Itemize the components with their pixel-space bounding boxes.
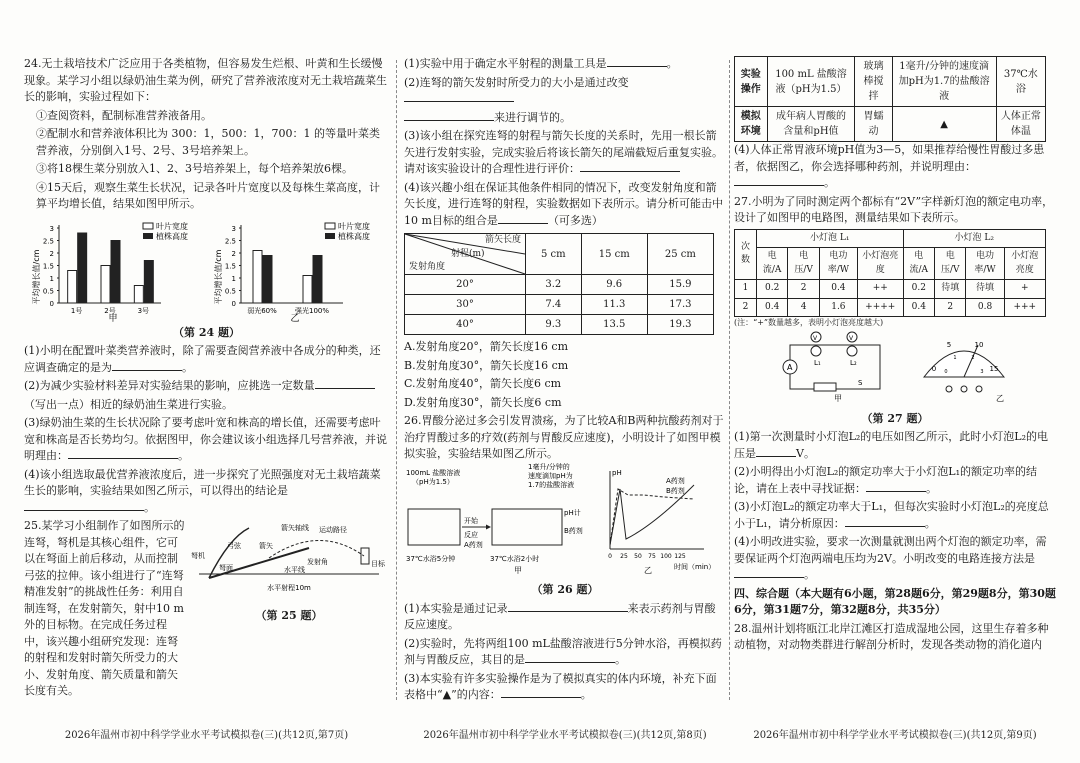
svg-text:V: V: [849, 335, 854, 342]
q24-part-2: (2)为减少实验材料差异对实验结果的影响，应挑选一定数量: [24, 378, 389, 395]
fig25-label-h: 弩面: [219, 564, 233, 572]
choice-b: B.发射角度30°，箭矢长度16 cm: [404, 358, 569, 372]
beaker-1: [408, 509, 460, 545]
legend-swatch-height: [325, 233, 335, 239]
svg-text:V: V: [813, 335, 818, 342]
column-3: [734, 56, 1056, 656]
legend-height: 植株高度: [338, 231, 371, 241]
fig25-label-b: 箭矢: [259, 542, 273, 550]
table-row: 30° 7.4 11.3 17.3: [405, 295, 714, 315]
footer-page-8: 2026年温州市初中科学学业水平考试模拟卷(三)(共12页,第8页): [423, 730, 707, 741]
target-box: [361, 548, 369, 564]
legend-width: 叶片宽度: [155, 221, 188, 231]
svg-text:100mL 盐酸溶液: 100mL 盐酸溶液: [406, 468, 461, 477]
legend-swatch-width: [143, 223, 153, 229]
table-26: [734, 56, 1046, 142]
q27-part-2: (2)小明得出小灯泡L₂的额定功率大于小灯泡L₁的额定功率的结论，请在上表中寻找证据： 。: [734, 465, 1038, 495]
svg-text:B药剂: B药剂: [666, 486, 685, 495]
q27-part-3: (3)小灯泡L₂的额定功率大于L₁，但每次实验时小灯泡L₂的亮度总小于L₁，请分析原因： 。: [734, 500, 1049, 530]
svg-text:pH: pH: [612, 468, 622, 477]
column-2: [404, 56, 726, 706]
svg-text:1毫升/分钟的: 1毫升/分钟的: [528, 462, 570, 471]
y-tick-label: 2.5: [225, 237, 237, 245]
x-tick-label: 25: [620, 552, 628, 560]
svg-text:37℃水浴5分钟: 37℃水浴5分钟: [406, 554, 456, 563]
column-divider: [396, 60, 397, 700]
svg-text:甲: 甲: [834, 394, 842, 403]
bar: [303, 275, 312, 303]
q24-part-4: (4)该小组选取最优营养液浓度后，进一步探究了光照强度对无土栽培蔬菜生长的影响，实验结果如图乙所示，可以得出的结论是。: [24, 467, 381, 514]
y-tick-label: 1: [231, 274, 237, 283]
y-tick-label: 1.5: [42, 262, 54, 270]
x-tick-label: 1号: [70, 306, 83, 315]
svg-text:1.7的盐酸溶液: 1.7的盐酸溶液: [528, 480, 575, 489]
bar: [111, 240, 120, 303]
svg-text:开始: 开始: [464, 516, 478, 525]
bar: [101, 265, 110, 303]
x-tick-label: 75: [648, 552, 656, 560]
table-row: 2 0.4 4 1.6 ++++ 0.4 2 0.8 +++: [735, 298, 1046, 317]
dial-sub-label: 3: [980, 369, 984, 375]
x-tick-label: 强光100%: [295, 306, 330, 315]
dial-sub-label: 0: [944, 369, 948, 375]
table-row: 实验操作 100 mL 盐酸溶液（pH为1.5） 玻璃棒搅拌 1毫升/分钟的速度滴加pH为1.7的盐酸溶液 37℃水浴: [735, 57, 1046, 107]
fig25-label-f: 弩机: [191, 552, 205, 560]
x-tick-label: 0: [608, 552, 612, 560]
fig25-label-d: 发射角: [307, 558, 328, 566]
bar: [263, 255, 272, 303]
footer-page-9: 2026年温州市初中科学学业水平考试模拟卷(三)(共12页,第9页): [753, 730, 1037, 741]
y-tick-label: 2: [49, 249, 54, 258]
fig25-label-e: 目标: [371, 560, 385, 568]
footer-page-7: 2026年温州市初中科学学业水平考试模拟卷(三)(共12页,第7页): [64, 730, 349, 741]
column-divider: [729, 60, 730, 700]
fig25-label-a: 箭矢轴线: [281, 524, 309, 532]
legend-swatch-height: [143, 233, 153, 239]
fig25-caption: （第 25 题）: [255, 608, 323, 622]
fig25-label-i: 水平线: [284, 566, 305, 574]
svg-text:甲: 甲: [514, 565, 522, 575]
y-tick-label: 3: [231, 224, 237, 233]
q26-part-2: (2)实验时，先将两组100 mL盐酸溶液进行5分钟水浴，再模拟药剂与胃酸反应，其目的是 。: [404, 636, 722, 666]
y-tick-label: 2: [231, 249, 237, 258]
q26-intro: 26.胃酸分泌过多会引发胃溃疡，为了比较A和B两种抗酸药剂对于治疗胃酸过多的疗效(药剂与胃酸反应速度)，小明设计了如图甲模拟实验，实验结果如图乙所示。: [404, 414, 724, 460]
choice-a: A.发射角度20°，箭矢长度16 cm: [404, 340, 569, 353]
fig25-label-c: 运动路径: [319, 526, 347, 534]
svg-text:A: A: [787, 363, 793, 372]
q25-part-3: (3)该小组在探究连弩的射程与箭矢长度的关系时，先用一根长箭矢进行发射实验，完成实验后将该长箭矢的尾端截短后重复实验。请对该实验设计的合理性进行评价：: [404, 129, 723, 175]
chart-yi-ylabel: 平均增长值/cm: [214, 249, 224, 304]
q27-intro: 27.小明为了同时测定两个都标有“2V”字样新灯泡的额定电功率，设计了如图甲的电路图，测量结果如下表所示。: [734, 194, 1054, 224]
svg-text:L₂: L₂: [850, 359, 857, 367]
q25-part-2b: 来进行调节的。: [404, 110, 726, 127]
fig26-caption: （第 26 题）: [531, 583, 599, 596]
choice-d: D.发射角度30°，箭矢长度6 cm: [404, 395, 562, 409]
q26-part-1: (1)本实验是通过记录 来表示药剂与胃酸反应速度。: [404, 601, 716, 631]
table-row: 40° 9.3 13.5 19.3: [405, 315, 714, 335]
fig27: [734, 331, 1056, 403]
table-row: 20° 3.2 9.6 15.9: [405, 275, 714, 295]
svg-text:S: S: [858, 379, 863, 387]
svg-text:速度滴加pH为: 速度滴加pH为: [528, 471, 573, 480]
q25-intro: 25.某学习小组制作了如图所示的连弩，弩机是其核心组件，它可以在弩面上前后移动，从而控制弓弦的拉伸。该小组进行了“连弩精准发射”的挑战性任务：利用自制连弩，在发射箭矢，射中10 m外的目标物。在完成任务过程中，该兴趣小组研究发现：连弩的射程和发射时箭矢所受力的大小、发射角度、箭矢质量和箭矢长度有关。: [24, 519, 185, 697]
x-tick-label: 3号: [137, 306, 149, 315]
svg-text:A药剂: A药剂: [666, 476, 685, 485]
y-tick-label: 0: [49, 299, 54, 308]
bar: [253, 250, 262, 303]
note-27: (注：“+”数量越多，表明小灯泡亮度越大): [734, 318, 884, 327]
q24-step-1: ①查阅资料，配制标准营养液备用。: [36, 108, 212, 122]
dial-label: 5: [946, 340, 952, 349]
table-25-col: 5 cm: [526, 234, 582, 275]
y-tick-label: 0: [231, 299, 237, 308]
svg-text:37℃水浴2小时: 37℃水浴2小时: [490, 554, 540, 563]
y-tick-label: 1.5: [225, 262, 237, 270]
fig24-caption: （第 24 题）: [173, 325, 240, 339]
dial-label: 15: [989, 365, 999, 373]
legend-width: 叶片宽度: [338, 221, 371, 231]
chart-jia: [33, 217, 198, 323]
svg-text:时间（min）: 时间（min）: [674, 562, 716, 571]
q25-part-4: (4)该兴趣小组在保证其他条件相同的情况下，改变发射角度和箭矢长度，进行连弩的射程，实验数据如下表所示。请分析可能击中10 m目标的组合是 （可多选）: [404, 180, 723, 227]
chart-jia-label: 甲: [108, 313, 118, 324]
q26-part-4: (4)人体正常胃液环境pH值为3—5，如果推荐给慢性胃酸过多患者，依据图乙，你会选择哪种药剂，并说明理由：。: [734, 143, 1045, 189]
legend-height: 植株高度: [155, 231, 188, 241]
table-row: 模拟环境 成年病人胃酸的含量和pH值 胃蠕动 ▲ 人体正常体温: [735, 107, 1046, 142]
choice-c: C.发射角度40°，箭矢长度6 cm: [404, 377, 562, 390]
dial-label: 10: [974, 340, 984, 349]
y-tick-label: 1: [49, 274, 54, 283]
y-tick-label: 3: [49, 224, 54, 233]
svg-text:pH计: pH计: [564, 508, 581, 517]
chart-yi-label: 乙: [290, 313, 300, 324]
legend-swatch-width: [325, 223, 335, 229]
fig25-label-j: 水平射程10m: [267, 584, 311, 592]
svg-text:乙: 乙: [996, 394, 1004, 403]
table-25-col: 15 cm: [581, 234, 647, 275]
circuit-outline: [790, 345, 880, 389]
section-4-heading: 四、综合题（本大题有6小题，第28题6分，第29题8分，第30题6分，第31题7分，第32题8分，共35分）: [734, 586, 1056, 616]
bar: [134, 285, 143, 303]
q27-part-1: (1)第一次测量时小灯泡L₂的电压如图乙所示，此时小灯泡L₂的电压是 V。: [734, 430, 1049, 460]
q24-step-2: ②配制水和营养液体积比为 300：1，500：1，700：1 的等量叶菜类营养液，分别倒入1号、2号、3号培养架上。: [36, 127, 380, 157]
bar: [77, 233, 86, 303]
table-27: 次数 小灯泡 L₁ 小灯泡 L₂ 电流/A 电压/V 电功率/W 小灯泡亮度 电流/A 电压/V 电功率/W 小灯泡亮度 1 0.2 2 0.4 ++ 0.2 待填 待填 + 2 0.4 4 1.6 ++++ 0.4 2 0.8 +++: [734, 229, 1046, 318]
fig26: [404, 462, 726, 575]
fig27-caption: （第 27 题）: [861, 411, 929, 425]
column-1: [24, 56, 389, 702]
dial-sub-label: 1: [953, 355, 957, 362]
q24-part-2b: （写出一点）相近的绿奶油生菜进行实验。: [24, 397, 233, 411]
q24-part-1: (1)小明在配置叶菜类营养液时，除了需要查阅营养液中各成分的种类，还应调查确定的是为 。: [24, 344, 381, 374]
fig25: [189, 518, 389, 702]
q28: 28.温州计划将瓯江北岸江滩区打造成湿地公园，这里生存着多种动植物，对动物类群进行解剖分析时，发现各类动物的消化道内: [734, 621, 1049, 651]
svg-text:（pH为1.5）: （pH为1.5）: [412, 477, 454, 486]
table-row: 1 0.2 2 0.4 ++ 0.2 待填 待填 +: [735, 280, 1046, 299]
bar: [67, 270, 76, 303]
x-tick-label: 50: [634, 552, 642, 560]
q24-intro: 24.无土栽培技术广泛应用于各类植物，但容易发生烂根、叶黄和生长缓慢现象。某学习小组以绿奶油生菜为例，研究了营养液浓度对无土栽培蔬菜生长的影响，实验过程如下：: [24, 57, 387, 103]
chart-yi: [215, 217, 380, 323]
dial-label: 0: [931, 365, 937, 373]
q27-part-4: (4)小明改进实验，要求一次测量就测出两个灯泡的额定功率，需要保证两个灯泡两端电压均为2V。小明改变的电路连接方法是。: [734, 535, 1047, 581]
bar: [313, 255, 322, 303]
svg-text:A药剂: A药剂: [464, 540, 483, 549]
svg-text:L₁: L₁: [814, 359, 821, 367]
q25-part-1: (1)实验中用于确定水平射程的测量工具是 。: [404, 57, 678, 70]
x-tick-label: 弱光60%: [247, 306, 278, 315]
x-tick-label: 2号: [104, 306, 116, 315]
q26-part-3: (3)本实验有许多实验操作是为了模拟真实的体内环境，补充下面表格中“▲”的内容： 。: [404, 671, 717, 701]
crossbow-diagram: [189, 518, 389, 600]
beaker-2: [492, 509, 562, 545]
table-25-corner: 箭矢长度 射程(m) 发射角度: [405, 234, 526, 275]
svg-text:乙: 乙: [644, 565, 652, 575]
x-tick-label: 100: [660, 552, 672, 560]
q24-step-4: ④15天后，观察生菜生长状况，记录各叶片宽度以及每株生菜高度，计算平均增长值，结果如图甲所示。: [36, 180, 380, 210]
x-tick-label: 125: [674, 552, 686, 560]
y-tick-label: 2.5: [42, 237, 54, 245]
y-tick-label: 0.5: [225, 287, 237, 295]
dial-sub-label: 2: [971, 355, 975, 362]
q25-part-2: (2)连弩的箭矢发射时所受力的大小是通过改变: [404, 75, 726, 108]
svg-text:B药剂: B药剂: [564, 526, 583, 535]
voltmeter-dial: [924, 351, 1004, 377]
fig24: [24, 217, 389, 323]
table-25: [404, 233, 714, 335]
table-25-col: 25 cm: [647, 234, 713, 275]
bar: [144, 260, 153, 303]
svg-text:反应: 反应: [464, 530, 478, 539]
q24-part-3: (3)绿奶油生菜的生长状况除了要考虑叶宽和株高的增长值，还需要考虑叶宽和株高是否长势均匀。依据图甲，你会建议该小组选择几号营养液，并说明理由： 。: [24, 416, 387, 462]
fig25-label-g: 弓弦: [227, 542, 241, 550]
y-tick-label: 0.5: [42, 287, 54, 295]
chart-jia-ylabel: 平均增长值/cm: [31, 249, 41, 304]
q24-step-3: ③将18棵生菜分别放入1、2、3号培养架上，每个培养架放6棵。: [36, 162, 353, 175]
